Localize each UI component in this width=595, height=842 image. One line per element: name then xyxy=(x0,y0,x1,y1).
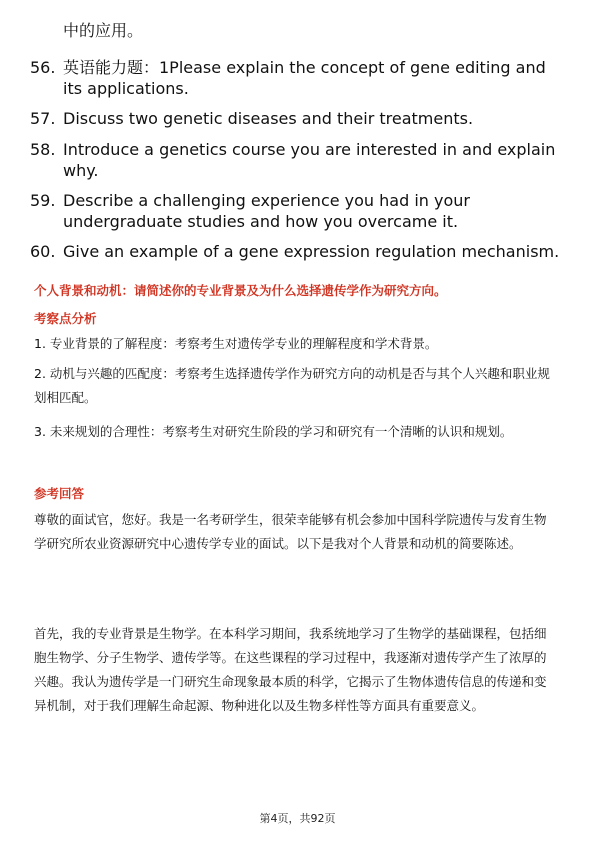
analysis-point: 1. 专业背景的了解程度：考察考生对遗传学专业的理解程度和学术背景。 xyxy=(34,336,438,351)
page-footer: 第4页，共92页 xyxy=(259,812,336,825)
question-item xyxy=(30,139,570,183)
answer-paragraph: 首先，我的专业背景是生物学。在本科学习期间，我系统地学习了生物学的基础课程，包括细胞生物学、分子生物学、遗传学等。在这些课程的学习过程中，我逐渐对遗传学产生了浓厚的兴趣。我认为遗传学是一门研究生命现象最本质的科学，它揭示了生物体遗传信息的传递和变异机制，对于我们理解生命起源、物种进化以及生物多样性等方面具有重要意义。 xyxy=(34,626,547,713)
question-text: Describe a challenging experience you had in your undergraduate studies and how you overcame it. xyxy=(63,191,470,231)
answer-heading: 参考回答 xyxy=(34,486,85,501)
question-item xyxy=(30,241,570,263)
question-number: 58. xyxy=(30,140,56,159)
question-item xyxy=(30,108,570,130)
question-item xyxy=(30,57,570,101)
question-number: 59. xyxy=(30,191,56,210)
question-text: Give an example of a gene expression regulation mechanism. xyxy=(63,242,560,261)
question-number: 60. xyxy=(30,242,56,261)
analysis-point: 2. 动机与兴趣的匹配度：考察考生选择遗传学作为研究方向的动机是否与其个人兴趣和职业规划相匹配。 xyxy=(34,366,550,405)
question-item xyxy=(30,190,570,234)
question-text: Introduce a genetics course you are interested in and explain why. xyxy=(63,140,556,180)
question-text: Discuss two genetic diseases and their treatments. xyxy=(63,109,474,128)
section-title: 个人背景和动机：请简述你的专业背景及为什么选择遗传学作为研究方向。 xyxy=(34,283,447,298)
analysis-heading: 考察点分析 xyxy=(34,311,97,326)
question-text: 英语能力题：1Please explain the concept of gene editing and its applications. xyxy=(63,58,546,98)
analysis-point: 3. 未来规划的合理性：考察考生对研究生阶段的学习和研究有一个清晰的认识和规划。 xyxy=(34,424,513,439)
question-number: 57. xyxy=(30,109,56,128)
question-number: 56. xyxy=(30,58,56,77)
continuation-text: 中的应用。 xyxy=(63,21,144,40)
answer-paragraph: 尊敬的面试官，您好。我是一名考研学生，很荣幸能够有机会参加中国科学院遗传与发育生物学研究所农业资源研究中心遗传学专业的面试。以下是我对个人背景和动机的简要陈述。 xyxy=(34,512,547,551)
